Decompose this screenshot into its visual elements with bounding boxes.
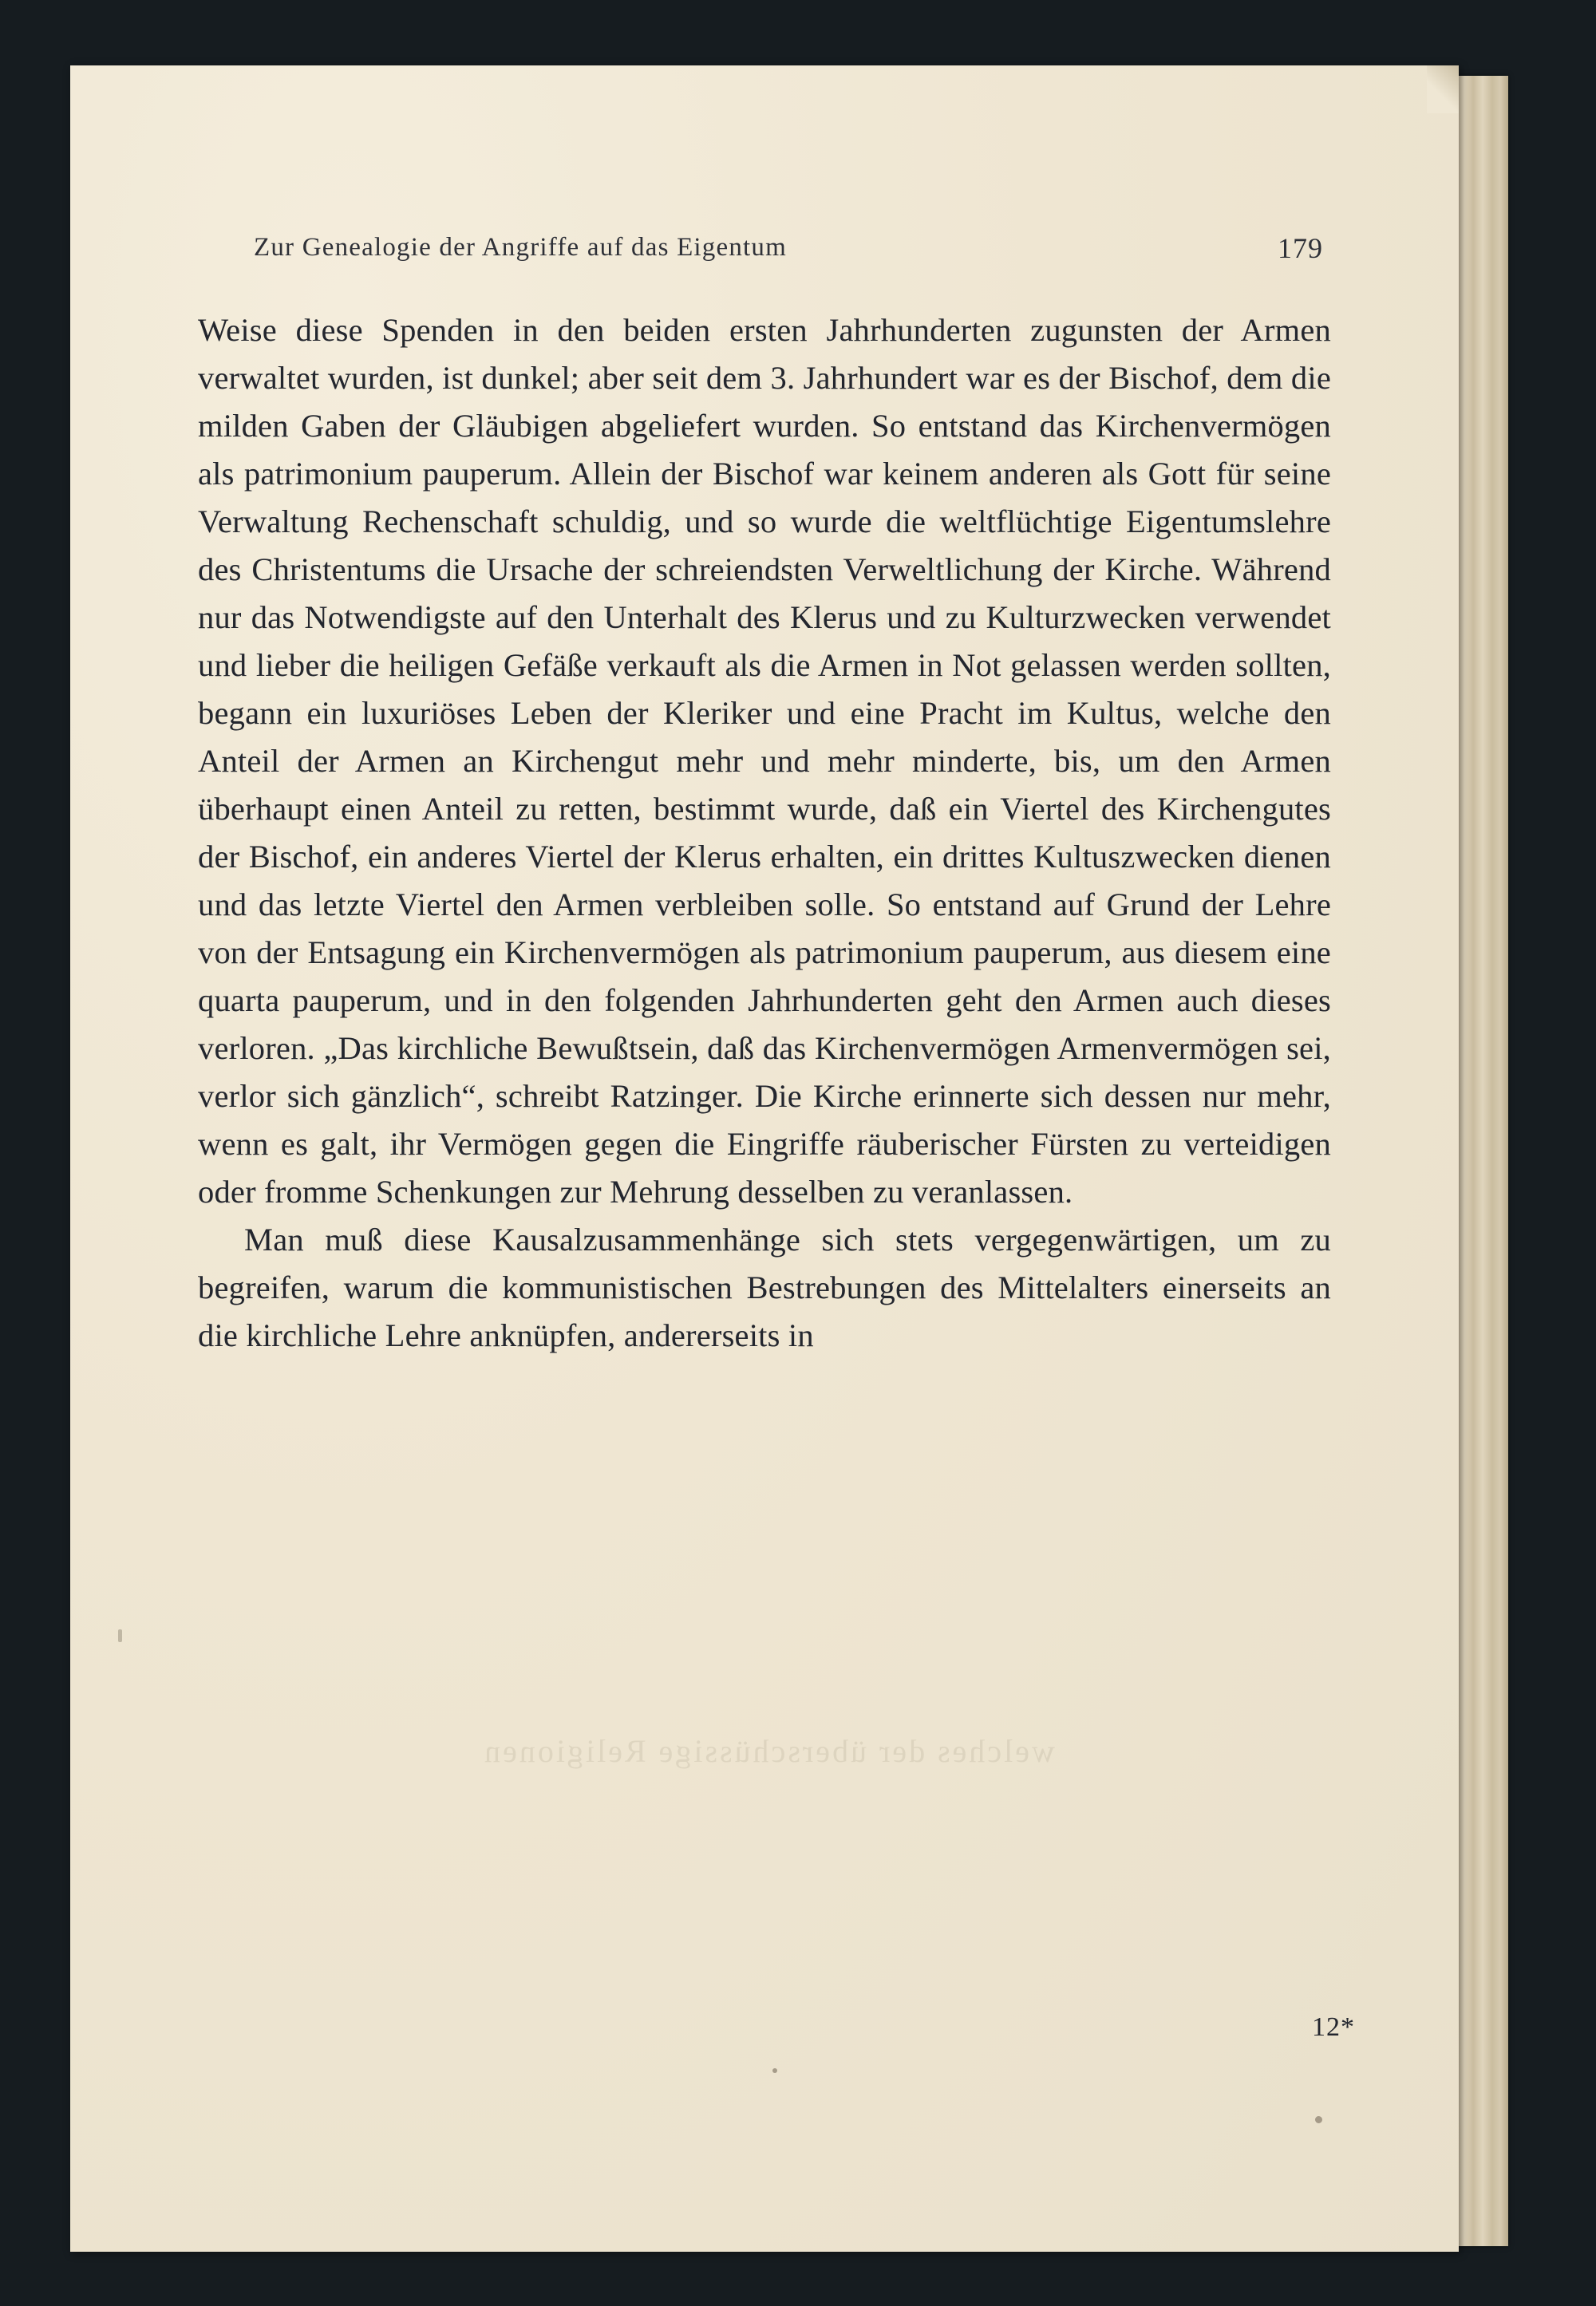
scan-speck bbox=[772, 2068, 777, 2073]
scan-speck bbox=[118, 1629, 122, 1642]
running-head-title: Zur Genealogie der Angriffe auf das Eigentum bbox=[254, 233, 787, 262]
page-content bbox=[198, 233, 1331, 1360]
running-head bbox=[198, 233, 1331, 279]
book-page bbox=[70, 65, 1459, 2252]
paragraph-2: Man muß diese Kausalzusammenhänge sich stets vergegenwärtigen, um zu begreifen, warum die kommunistischen Bestrebungen des Mittelalters einerseits an die kirchliche Lehre anknüpfen, andererseits in bbox=[198, 1222, 1331, 1353]
paragraph-1: Weise diese Spenden in den beiden ersten Jahrhunderten zugunsten der Armen verwaltet wurden, ist dunkel; aber seit dem 3. Jahrhundert war es der Bischof, dem die milden Gaben der Gläubigen abgeliefert wurden. So entstand das Kirchenvermögen als patrimonium pauperum. Allein der Bischof war keinem anderen als Gott für seine Verwaltung Rechenschaft schuldig, und so wurde die weltflüchtige Eigentumslehre des Christentums die Ursache der schreiendsten Verweltlichung der Kirche. Während nur das Notwendigste auf den Unterhalt des Klerus und zu Kulturzwecken verwendet und lieber die heiligen Gefäße verkauft als die Armen in Not gelassen werden sollten, begann ein luxuriöses Leben der Kleriker und eine Pracht im Kultus, welche den Anteil der Armen an Kirchengut mehr und mehr minderte, bis, um den Armen überhaupt einen Anteil zu retten, bestimmt wurde, daß ein Viertel des Kirchengutes der Bischof, ein anderes Viertel der Klerus erhalten, ein drittes Kultuszwecken dienen und das letzte Viertel den Armen verbleiben solle. So entstand auf Grund der Lehre von der Entsagung ein Kirchenvermögen als patrimonium pauperum, aus diesem eine quarta pauperum, und in den folgenden Jahrhunderten geht den Armen auch dieses verloren. „Das kirchliche Bewußtsein, daß das Kirchenvermögen Armenvermögen sei, verlor sich gänzlich“, schreibt Ratzinger. Die Kirche erinnerte sich dessen nur mehr, wenn es galt, ihr Vermögen gegen die Eingriffe räuberischer Fürsten zu verteidigen oder fromme Schenkungen zur Mehrung desselben zu veranlassen. bbox=[198, 312, 1331, 1210]
scan-speck bbox=[1315, 2116, 1322, 2123]
show-through-text: welches der überschüssige Religionen bbox=[482, 1733, 1055, 1769]
page-corner-curl bbox=[1427, 65, 1459, 113]
page-number: 179 bbox=[1278, 232, 1323, 264]
signature-catchword: 12* bbox=[1312, 2012, 1355, 2042]
